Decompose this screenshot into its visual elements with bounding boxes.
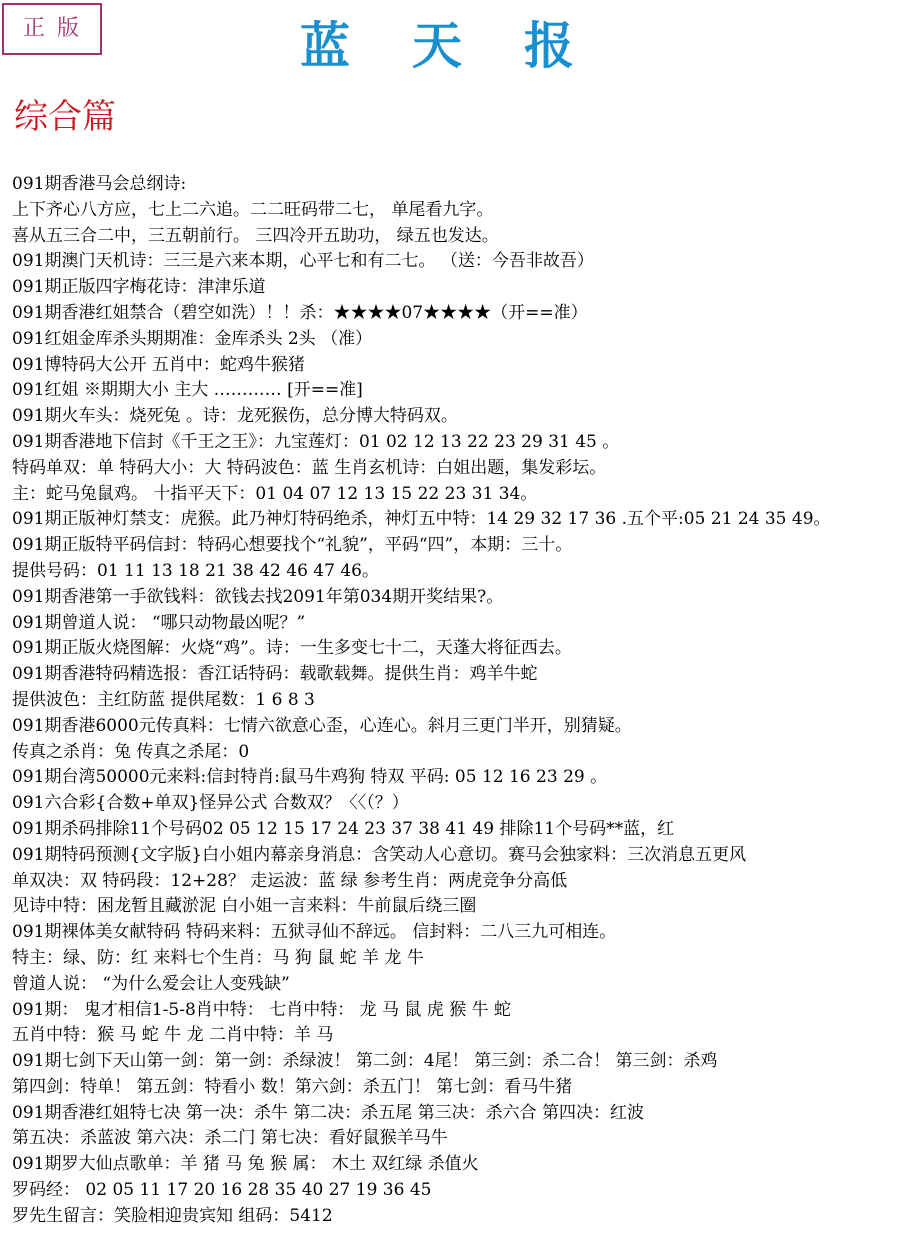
text-line: 单双决：双 特码段：12+28？ 走运波：蓝 绿 参考生肖：两虎竞争分高低 (12, 870, 568, 891)
text-line: 特码单双：单 特码大小：大 特码波色：蓝 生肖玄机诗：白姐出题，集发彩坛。 (12, 457, 607, 478)
text-line: 091期罗大仙点歌单：羊 猪 马 兔 猴 属： 木土 双红绿 杀值火 (12, 1154, 479, 1175)
text-line: 091期特码预测{文字版}白小姐内幕亲身消息：含笑动人心意切。赛马会独家料：三次消息五更风 (12, 844, 747, 865)
text-line: 091红姐 ※期期大小 主大 ………… [开==准] (12, 380, 363, 401)
text-line: 091期： 鬼才相信1-5-8肖中特： 七肖中特： 龙 马 鼠 虎 猴 牛 蛇 (12, 999, 512, 1020)
text-line: 091期正版火烧图解：火烧“鸡”。诗：一生多变七十二，天蓬大将征西去。 (12, 638, 572, 659)
text-line: 091期火车头：烧死兔 。诗：龙死猴伤，总分博大特码双。 (12, 406, 458, 427)
text-line: 第五决：杀蓝波 第六决：杀二门 第七决：看好鼠猴羊马牛 (12, 1128, 448, 1149)
text-line: 特主：绿、防：红 来料七个生肖：马 狗 鼠 蛇 羊 龙 牛 (12, 947, 424, 968)
text-line: 091期香港地下信封《千王之王》：九宝莲灯：01 02 12 13 22 23 29 31 45 。 (12, 431, 620, 452)
text-line: 091期台湾50000元来料:信封特肖:鼠马牛鸡狗 特双 平码: 05 12 16 23 29 。 (12, 767, 608, 788)
text-line: 见诗中特：困龙暂且藏淤泥 白小姐一言来料：牛前鼠后绕三圈 (12, 896, 477, 917)
section-title: 综合篇 (14, 97, 116, 137)
edition-badge: 正版 (2, 3, 102, 55)
content-body (12, 172, 900, 1230)
text-line: 091红姐金库杀头期期准：金库杀头 2头 （准） (12, 328, 373, 349)
text-line: 091期正版特平码信封：特码心想要找个“礼貌”，平码“四”，本期：三十。 (12, 535, 573, 556)
text-line: 091期曾道人说： “哪只动物最凶呢？” (12, 612, 306, 633)
text-line: 091期裸体美女献特码 特码来料：五狱寻仙不辞远。 信封料：二八三九可相连。 (12, 922, 617, 943)
text-line: 091期七剑下天山第一剑：第一剑：杀绿波！ 第二剑：4尾！ 第三剑：杀二合！ 第三剑：杀鸡 (12, 1051, 718, 1072)
text-line: 091期正版神灯禁支：虎猴。此乃神灯特码绝杀，神灯五中特：14 29 32 17 36 .五个平:05 21 24 35 49。 (12, 509, 831, 530)
text-line: 091期杀码排除11个号码02 05 12 15 17 24 23 37 38 41 49 排除11个号码**蓝，红 (12, 818, 675, 839)
text-line: 091期正版四字梅花诗：津津乐道 (12, 277, 266, 298)
text-line: 曾道人说： “为什么爱会让人变残缺” (12, 973, 290, 994)
text-line: 091期香港红姐禁合（碧空如洗）！！杀：★★★★07★★★★（开==准） (12, 302, 588, 323)
text-line: 091期香港特码精选报：香江话特码：载歌载舞。提供生肖：鸡羊牛蛇 (12, 664, 538, 685)
page-title: 蓝天报 (300, 16, 636, 75)
text-line: 091期香港马会总纲诗: (12, 174, 187, 194)
text-line: 提供波色：主红防蓝 提供尾数：1 6 8 3 (12, 689, 315, 710)
text-line: 喜从五三合二中，三五朝前行。 三四冷开五助功， 绿五也发达。 (12, 225, 499, 246)
text-line: 091期澳门天机诗：三三是六来本期，心平七和有二七。 （送：今吾非故吾） (12, 251, 594, 272)
text-line: 091期香港6000元传真料：七情六欲意心歪，心连心。斜月三更门半开，别猜疑。 (12, 715, 632, 736)
text-line: 上下齐心八方应，七上二六追。二二旺码带二七， 单尾看九字。 (12, 199, 494, 220)
text-line: 五肖中特：猴 马 蛇 牛 龙 二肖中特：羊 马 (12, 1025, 334, 1046)
text-line: 罗码经： 02 05 11 17 20 16 28 35 40 27 19 36 45 (12, 1180, 432, 1201)
text-line: 提供号码：01 11 13 18 21 38 42 46 47 46。 (12, 560, 379, 581)
text-line: 091六合彩{合数+单双}怪异公式 合数双？〈〈（？） (12, 793, 409, 814)
text-line: 091期香港第一手欲钱料：欲钱去找2091年第034期开奖结果?。 (12, 586, 504, 607)
text-line: 091博特码大公开 五肖中：蛇鸡牛猴猪 (12, 354, 305, 375)
text-line: 罗先生留言：笑脸相迎贵宾知 组码：5412 (12, 1205, 333, 1226)
text-line: 第四剑：特单！ 第五剑：特看小 数！第六剑：杀五门！ 第七剑：看马牛猪 (12, 1076, 573, 1097)
text-line: 主：蛇马兔鼠鸡。 十指平天下：01 04 07 12 13 15 22 23 31 34。 (12, 483, 538, 504)
text-line: 传真之杀肖：兔 传真之杀尾：0 (12, 741, 250, 762)
text-line: 091期香港红姐特七决 第一决：杀牛 第二决：杀五尾 第三决：杀六合 第四决：红波 (12, 1102, 645, 1123)
